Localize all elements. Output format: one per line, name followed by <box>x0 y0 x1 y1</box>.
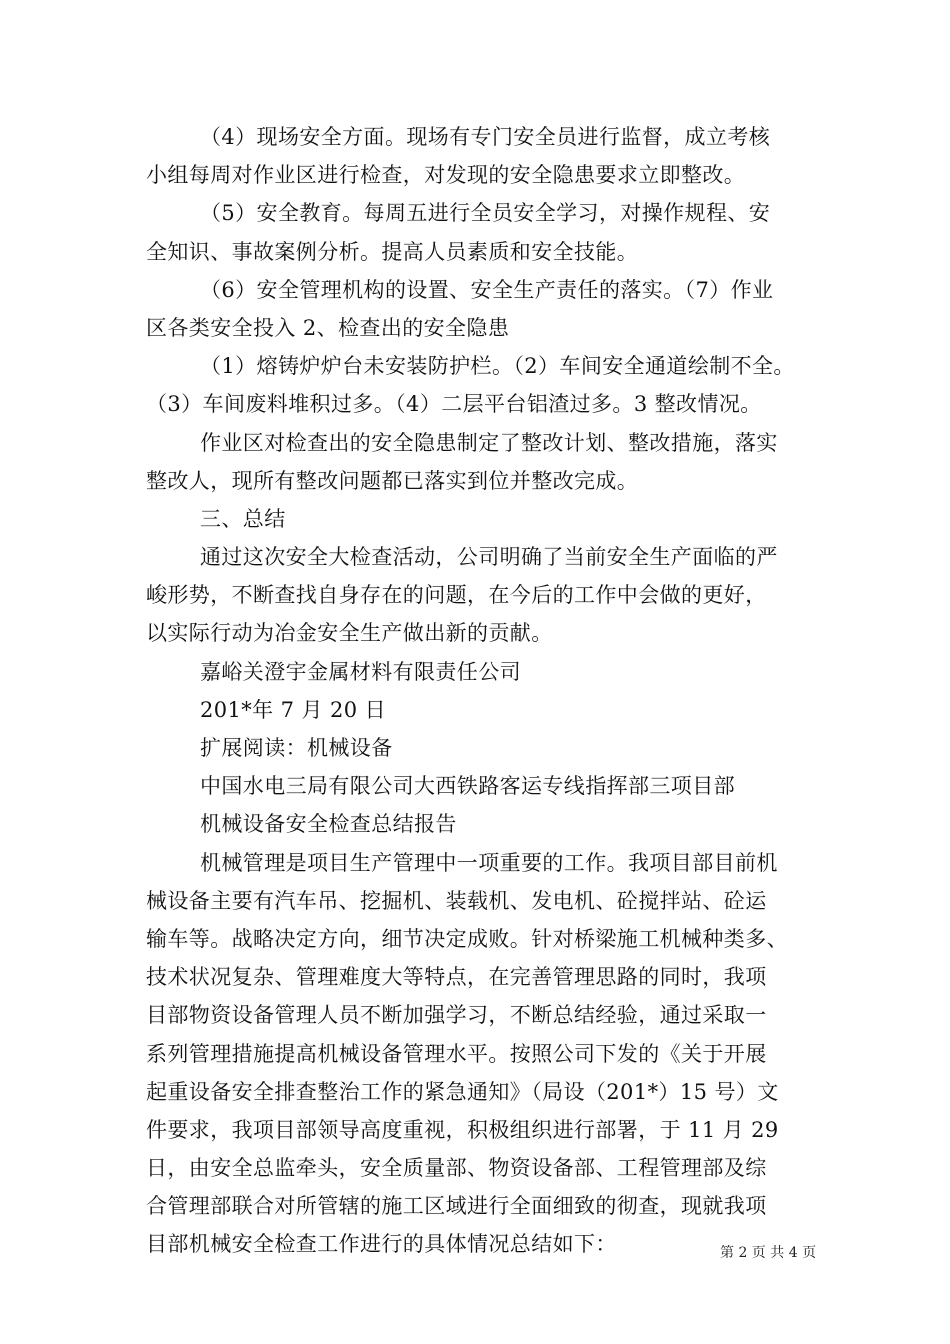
text-line: 输车等。战略决定方向，细节决定成败。针对桥梁施工机械种类多、 <box>146 926 788 951</box>
text-line: 区各类安全投入 2、检查出的安全隐患 <box>146 315 510 340</box>
text-line: 日，由安全总监牵头，安全质量部、物资设备部、工程管理部及综 <box>146 1156 767 1181</box>
text-line: （6）安全管理机构的设置、安全生产责任的落实。（7）作业 <box>200 277 774 302</box>
text-line: （1）熔铸炉炉台未安装防护栏。（2）车间安全通道绘制不全。 <box>200 354 795 379</box>
text-line: 通过这次安全大检查活动，公司明确了当前安全生产面临的严 <box>200 545 778 570</box>
text-line: 械设备主要有汽车吊、挖掘机、装载机、发电机、砼搅拌站、砼运 <box>146 888 767 913</box>
text-line: 机械管理是项目生产管理中一项重要的工作。我项目部目前机 <box>200 850 778 875</box>
text-line: 起重设备安全排查整治工作的紧急通知》（局设（201*）15 号）文 <box>146 1079 779 1104</box>
report-title: 机械设备安全检查总结报告 <box>200 812 457 837</box>
section-heading: 三、总结 <box>200 506 286 531</box>
text-line: 技术状况复杂、管理难度大等特点，在完善管理思路的同时，我项 <box>146 965 767 990</box>
document-body <box>146 118 810 1264</box>
text-line: 以实际行动为冶金安全生产做出新的贡献。 <box>146 621 553 646</box>
text-line: 小组每周对作业区进行检查，对发现的安全隐患要求立即整改。 <box>146 163 746 188</box>
text-line: （4）现场安全方面。现场有专门安全员进行监督，成立考核 <box>200 125 771 149</box>
text-line: 件要求，我项目部领导高度重视，积极组织进行部署，于 11 月 29 <box>146 1117 779 1142</box>
page-number-footer: 第 2 页 共 4 页 <box>720 1245 817 1261</box>
text-line: （5）安全教育。每周五进行全员安全学习，对操作规程、安 <box>200 201 771 226</box>
text-line: 目部机械安全检查工作进行的具体情况总结如下： <box>146 1232 617 1257</box>
extended-reading-label: 扩展阅读：机械设备 <box>200 736 393 760</box>
text-line: 整改人，现所有整改问题都已落实到位并整改完成。 <box>146 468 639 493</box>
text-line: 合管理部联合对所管辖的施工区域进行全面细致的彻查，现就我项 <box>146 1194 767 1219</box>
company-name: 嘉峪关澄宇金属材料有限责任公司 <box>200 659 521 684</box>
text-line: 全知识、事故案例分析。提高人员素质和安全技能。 <box>146 239 639 264</box>
text-line: 峻形势，不断查找自身存在的问题，在今后的工作中会做的更好， <box>146 583 767 608</box>
text-line: （3）车间废料堆积过多。（4）二层平台铝渣过多。3 整改情况。 <box>146 392 762 417</box>
text-line: 系列管理措施提高机械设备管理水平。按照公司下发的《关于开展 <box>146 1041 767 1066</box>
organization-name: 中国水电三局有限公司大西铁路客运专线指挥部三项目部 <box>200 774 735 799</box>
text-line: 目部物资设备管理人员不断加强学习，不断总结经验，通过采取一 <box>146 1003 767 1028</box>
text-line: 作业区对检查出的安全隐患制定了整改计划、整改措施，落实 <box>200 430 778 455</box>
document-date: 201*年 7 月 20 日 <box>200 697 386 722</box>
